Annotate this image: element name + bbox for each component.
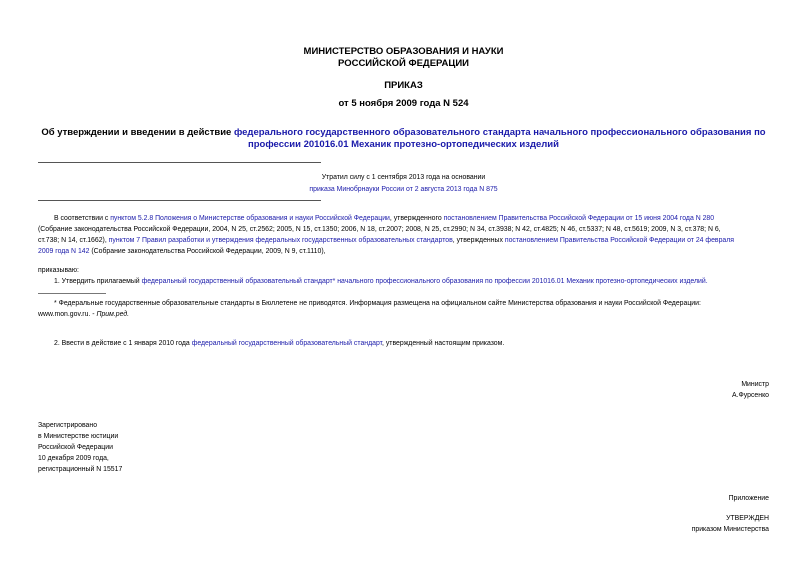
link-standard-item1[interactable]: федеральный государственный образовательный стандарт [141, 278, 333, 285]
appendix-approved-by: приказом Министерства [691, 526, 769, 533]
signature-name: А.Фурсенко [732, 392, 769, 399]
link-decree-142-part1[interactable]: постановлением Правительства Российской Федерации от 24 февраля [504, 237, 734, 244]
preamble-line4 [38, 246, 326, 257]
link-decree-142-part2[interactable]: 2009 года N 142 [38, 248, 90, 255]
title-prefix: Об утверждении и введении в действие [41, 127, 234, 138]
registration-line4: 10 декабря 2009 года, [38, 455, 109, 462]
appendix-label: Приложение [728, 495, 769, 502]
divider-top [38, 162, 321, 163]
registration-line2: в Министерстве юстиции [38, 433, 119, 440]
footnote-editor-note: Прим.ред. [96, 311, 130, 318]
preamble-text: , утвержденного [389, 215, 444, 222]
item-1 [54, 276, 708, 287]
preamble-text: В соответствии с [54, 215, 111, 222]
doc-type: ПРИКАЗ [384, 80, 423, 91]
appendix-approved: УТВЕРЖДЕН [726, 515, 769, 522]
status-text: Утратил силу с 1 сентября 2013 года на основании [321, 174, 486, 181]
link-decree-280[interactable]: постановлением Правительства Российской Федерации от 15 июня 2004 года N 280 [443, 215, 715, 222]
ministry-line2: РОССИЙСКОЙ ФЕДЕРАЦИИ [337, 58, 469, 69]
title-link-part2[interactable]: профессии 201016.01 Механик протезно-ортопедических изделий [248, 139, 559, 150]
order-word: приказываю: [38, 267, 79, 274]
link-standard-item2[interactable]: федеральный государственный образовательный стандарт [191, 340, 383, 347]
preamble-text: (Собрание законодательства Российской Федерации, 2009, N 9, ст.1110), [89, 248, 326, 255]
doc-title-line1 [0, 127, 807, 138]
registration-line5: регистрационный N 15517 [38, 466, 123, 473]
link-rules-point-7[interactable]: пунктом 7 Правил разработки и утверждения федеральных государственных образовательных стандартов [108, 237, 453, 244]
footnote-line2 [38, 309, 129, 320]
item-2 [54, 338, 504, 349]
title-link-part1[interactable]: федерального государственного образовательного стандарта начального профессионального образования по [233, 127, 766, 138]
status-link[interactable]: приказа Минобрнауки России от 2 августа 2013 года N 875 [309, 186, 498, 193]
item-1-text-tail[interactable]: * начального профессионального образования по профессии 201016.01 Механик протезно-ортопедических изделий. [332, 278, 708, 285]
footnote-line1: * Федеральные государственные образовательные стандарты в Бюллетене не приводятся. Информация размещена на официальном сайте Министерства образования и науки Российской Федерации: [54, 300, 701, 307]
ministry-line1: МИНИСТЕРСТВО ОБРАЗОВАНИЯ И НАУКИ [303, 46, 504, 57]
item-2-text: 2. Ввести в действие с 1 января 2010 года [54, 340, 192, 347]
item-1-text: 1. Утвердить прилагаемый [54, 278, 142, 285]
footnote-divider [38, 293, 106, 294]
divider-bottom [38, 200, 321, 201]
preamble-line1 [54, 213, 714, 224]
registration-line1: Зарегистрировано [38, 422, 98, 429]
preamble-text: ст.738; N 14, ст.1662), [38, 237, 109, 244]
preamble-text: , утвержденных [452, 237, 505, 244]
preamble-line3 [38, 235, 734, 246]
item-2-text-tail: , утвержденный настоящим приказом. [382, 340, 505, 347]
preamble-line2: (Собрание законодательства Российской Федерации, 2004, N 25, ст.2562; 2005, N 15, ст.1350; 2006, N 18, ст.2007; 2008, N 25, ст.2990; N 34, ст.3938; N 42, ст.4825; N 46, ст.5337; N 48, ст.5619; 2009, N 3, ст.378; N 6, [38, 226, 721, 233]
doc-date: от 5 ноября 2009 года N 524 [338, 98, 469, 109]
footnote-site: www.mon.gov.ru. - [38, 311, 97, 318]
link-regulation-5-2-8[interactable]: пунктом 5.2.8 Положения о Министерстве образования и науки Российской Федерации [110, 215, 390, 222]
registration-line3: Российской Федерации [38, 444, 113, 451]
signature-role: Министр [741, 381, 769, 388]
